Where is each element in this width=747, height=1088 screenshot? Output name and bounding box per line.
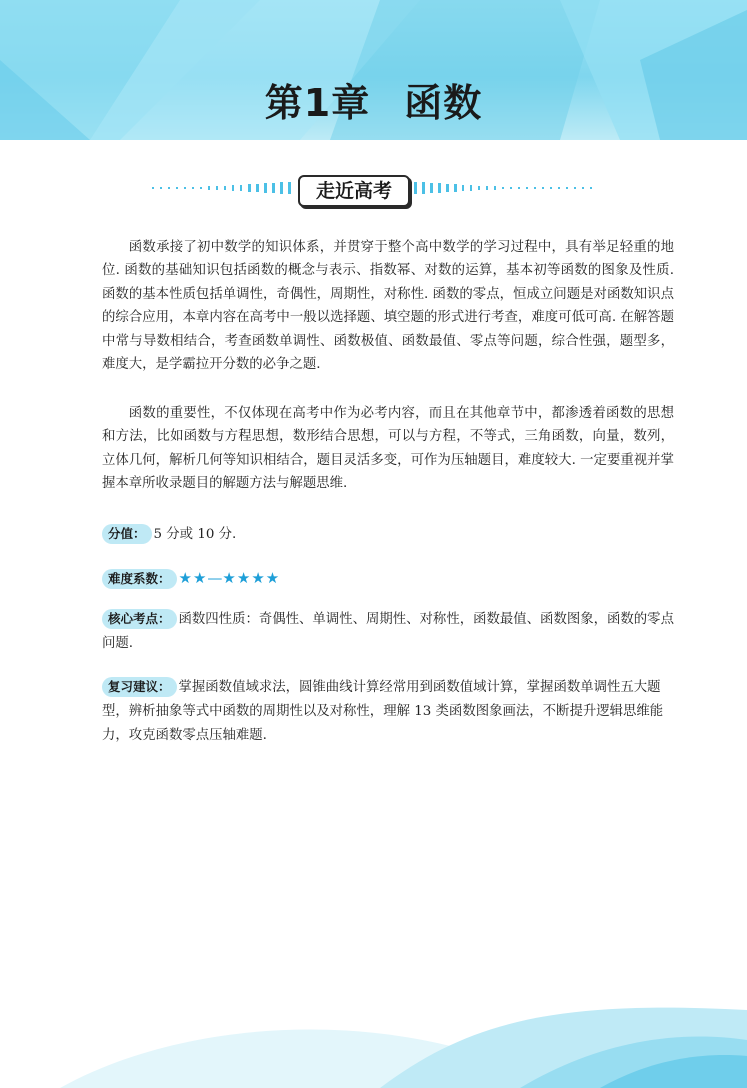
star-icon-high: ★★★★ [222,569,281,587]
difficulty-dash: — [207,569,223,587]
intro-paragraph-2: 函数的重要性，不仅体现在高考中作为必考内容，而且在其他章节中，都渗透着函数的思想和方法，比如函数与方程思想，数形结合思想，可以与方程，不等式，三角函数，向量，数列，立体几何，解析几何等知识相结合，题目灵活多变，可作为压轴题目，难度较大. 一定要重视并掌握本章所收录题目的解题方法与解题思维. [102,406,674,492]
review-advice-row [102,676,674,748]
footer-wave-decoration [0,990,747,1088]
intro-paragraph-1: 函数承接了初中数学的知识体系，并贯穿于整个高中数学的学习过程中，具有举足轻重的地位. 函数的基础知识包括函数的概念与表示、指数幂、对数的运算，基本初等函数的图象及性质. 函数的基本性质包括单调性，奇偶性，周期性，对称性. 函数的零点，恒成立问题是对函数知识点的综合应用，本章内容在高考中一般以选择题、填空题的形式进行考查，难度可低可高. 在解答题中常与导数相结合，考查函数单调性、函数极值、函数最值、零点等问题，综合性强，题型多，难度大，是学霸拉开分数的必争之题. [102,240,674,373]
banner-dots-right [412,182,597,194]
chapter-title [0,72,747,127]
score-label: 分值： [102,524,152,544]
chapter-name: 函数 [404,81,483,125]
score-value: 5 分或 10 分. [153,527,237,542]
difficulty-label: 难度系数： [102,569,177,589]
score-row [102,523,674,547]
star-icon-low: ★★ [178,569,208,587]
difficulty-row [102,566,674,592]
core-label: 核心考点： [102,609,177,629]
difficulty-stars [179,569,281,587]
banner-dots-left [150,182,295,194]
core-topics-row [102,608,674,656]
chapter-number: 第1章 [264,81,371,125]
review-value: 掌握函数值域求法，圆锥曲线计算经常用到函数值域计算，掌握函数单调性五大题型，辨析抽象等式中函数的周期性以及对称性，理解 13 类函数图象画法，不断提升逻辑思维能力，攻克函数零点压轴难题. [102,680,664,743]
section-banner [150,172,597,208]
banner-title: 走近高考 [298,175,410,207]
core-value: 函数四性质：奇偶性、单调性、周期性、对称性，函数最值、函数图象，函数的零点问题. [102,612,674,651]
chapter-header-band [0,0,747,140]
review-label: 复习建议： [102,677,177,697]
